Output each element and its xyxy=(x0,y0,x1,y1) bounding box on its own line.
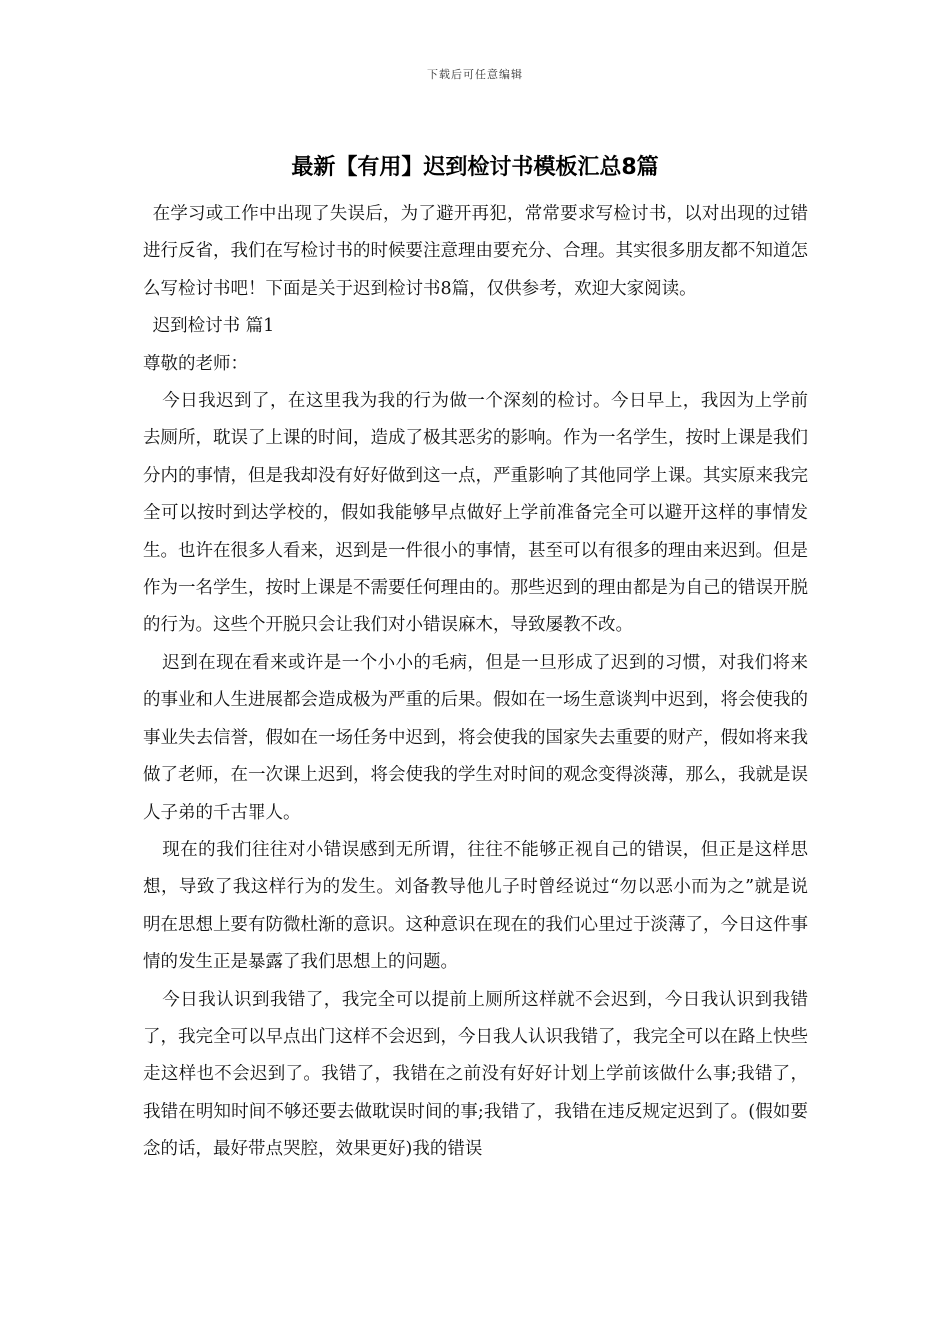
document-title: 最新【有用】迟到检讨书模板汇总8篇 xyxy=(291,155,659,180)
body-paragraph-1: 今日我迟到了，在这里我为我的行为做一个深刻的检讨。今日早上，我因为上学前去厕所，耽误了上课的时间，造成了极其恶劣的影响。作为一名学生，按时上课是我们分内的事情，但是我却没有好好做到这一点，严重影响了其他同学上课。其实原来我完全可以按时到达学校的，假如我能够早点做好上学前准备完全可以避开这样的事情发生。也许在很多人看来，迟到是一件很小的事情，甚至可以有很多的理由来迟到。但是作为一名学生，按时上课是不需要任何理由的。那些迟到的理由都是为自己的错误开脱的行为。这些个开脱只会让我们对小错误麻木，导致屡教不改。 xyxy=(143,391,808,636)
body-paragraph-2: 迟到在现在看来或许是一个小小的毛病，但是一旦形成了迟到的习惯，对我们将来的事业和人生进展都会造成极为严重的后果。假如在一场生意谈判中迟到，将会使我的事业失去信誉，假如在一场任务中迟到，将会使我的国家失去重要的财产，假如将来我做了老师，在一次课上迟到，将会使我的学生对时间的观念变得淡薄，那么，我就是误人子弟的千古罪人。 xyxy=(143,652,808,823)
intro-paragraph: 在学习或工作中出现了失误后，为了避开再犯，常常要求写检讨书，以对出现的过错进行反省，我们在写检讨书的时候要注意理由要充分、合理。其实很多朋友都不知道怎么写检讨书吧！下面是关于迟到检讨书8篇，仅供参考，欢迎大家阅读。 xyxy=(143,204,808,299)
salutation: 尊敬的老师： xyxy=(143,353,248,374)
page-header-note: 下载后可任意编辑 xyxy=(427,68,523,81)
section-heading: 迟到检讨书 篇1 xyxy=(152,316,275,337)
body-paragraph-4: 今日我认识到我错了，我完全可以提前上厕所这样就不会迟到，今日我认识到我错了，我完全可以早点出门这样不会迟到，今日我人认识我错了，我完全可以在路上快些走这样也不会迟到了。我错了，我错在之前没有好好计划上学前该做什么事;我错了，我错在明知时间不够还要去做耽误时间的事;我错了，我错在违反规定迟到了。(假如要念的话，最好带点哭腔，效果更好)我的错误 xyxy=(143,989,808,1160)
document-body xyxy=(143,196,808,1169)
body-paragraph-3: 现在的我们往往对小错误感到无所谓，往往不能够正视自己的错误，但正是这样思想，导致了我这样行为的发生。刘备教导他儿子时曾经说过“勿以恶小而为之”就是说明在思想上要有防微杜渐的意识。这种意识在现在的我们心里过于淡薄了，今日这件事情的发生正是暴露了我们思想上的问题。 xyxy=(143,839,808,973)
